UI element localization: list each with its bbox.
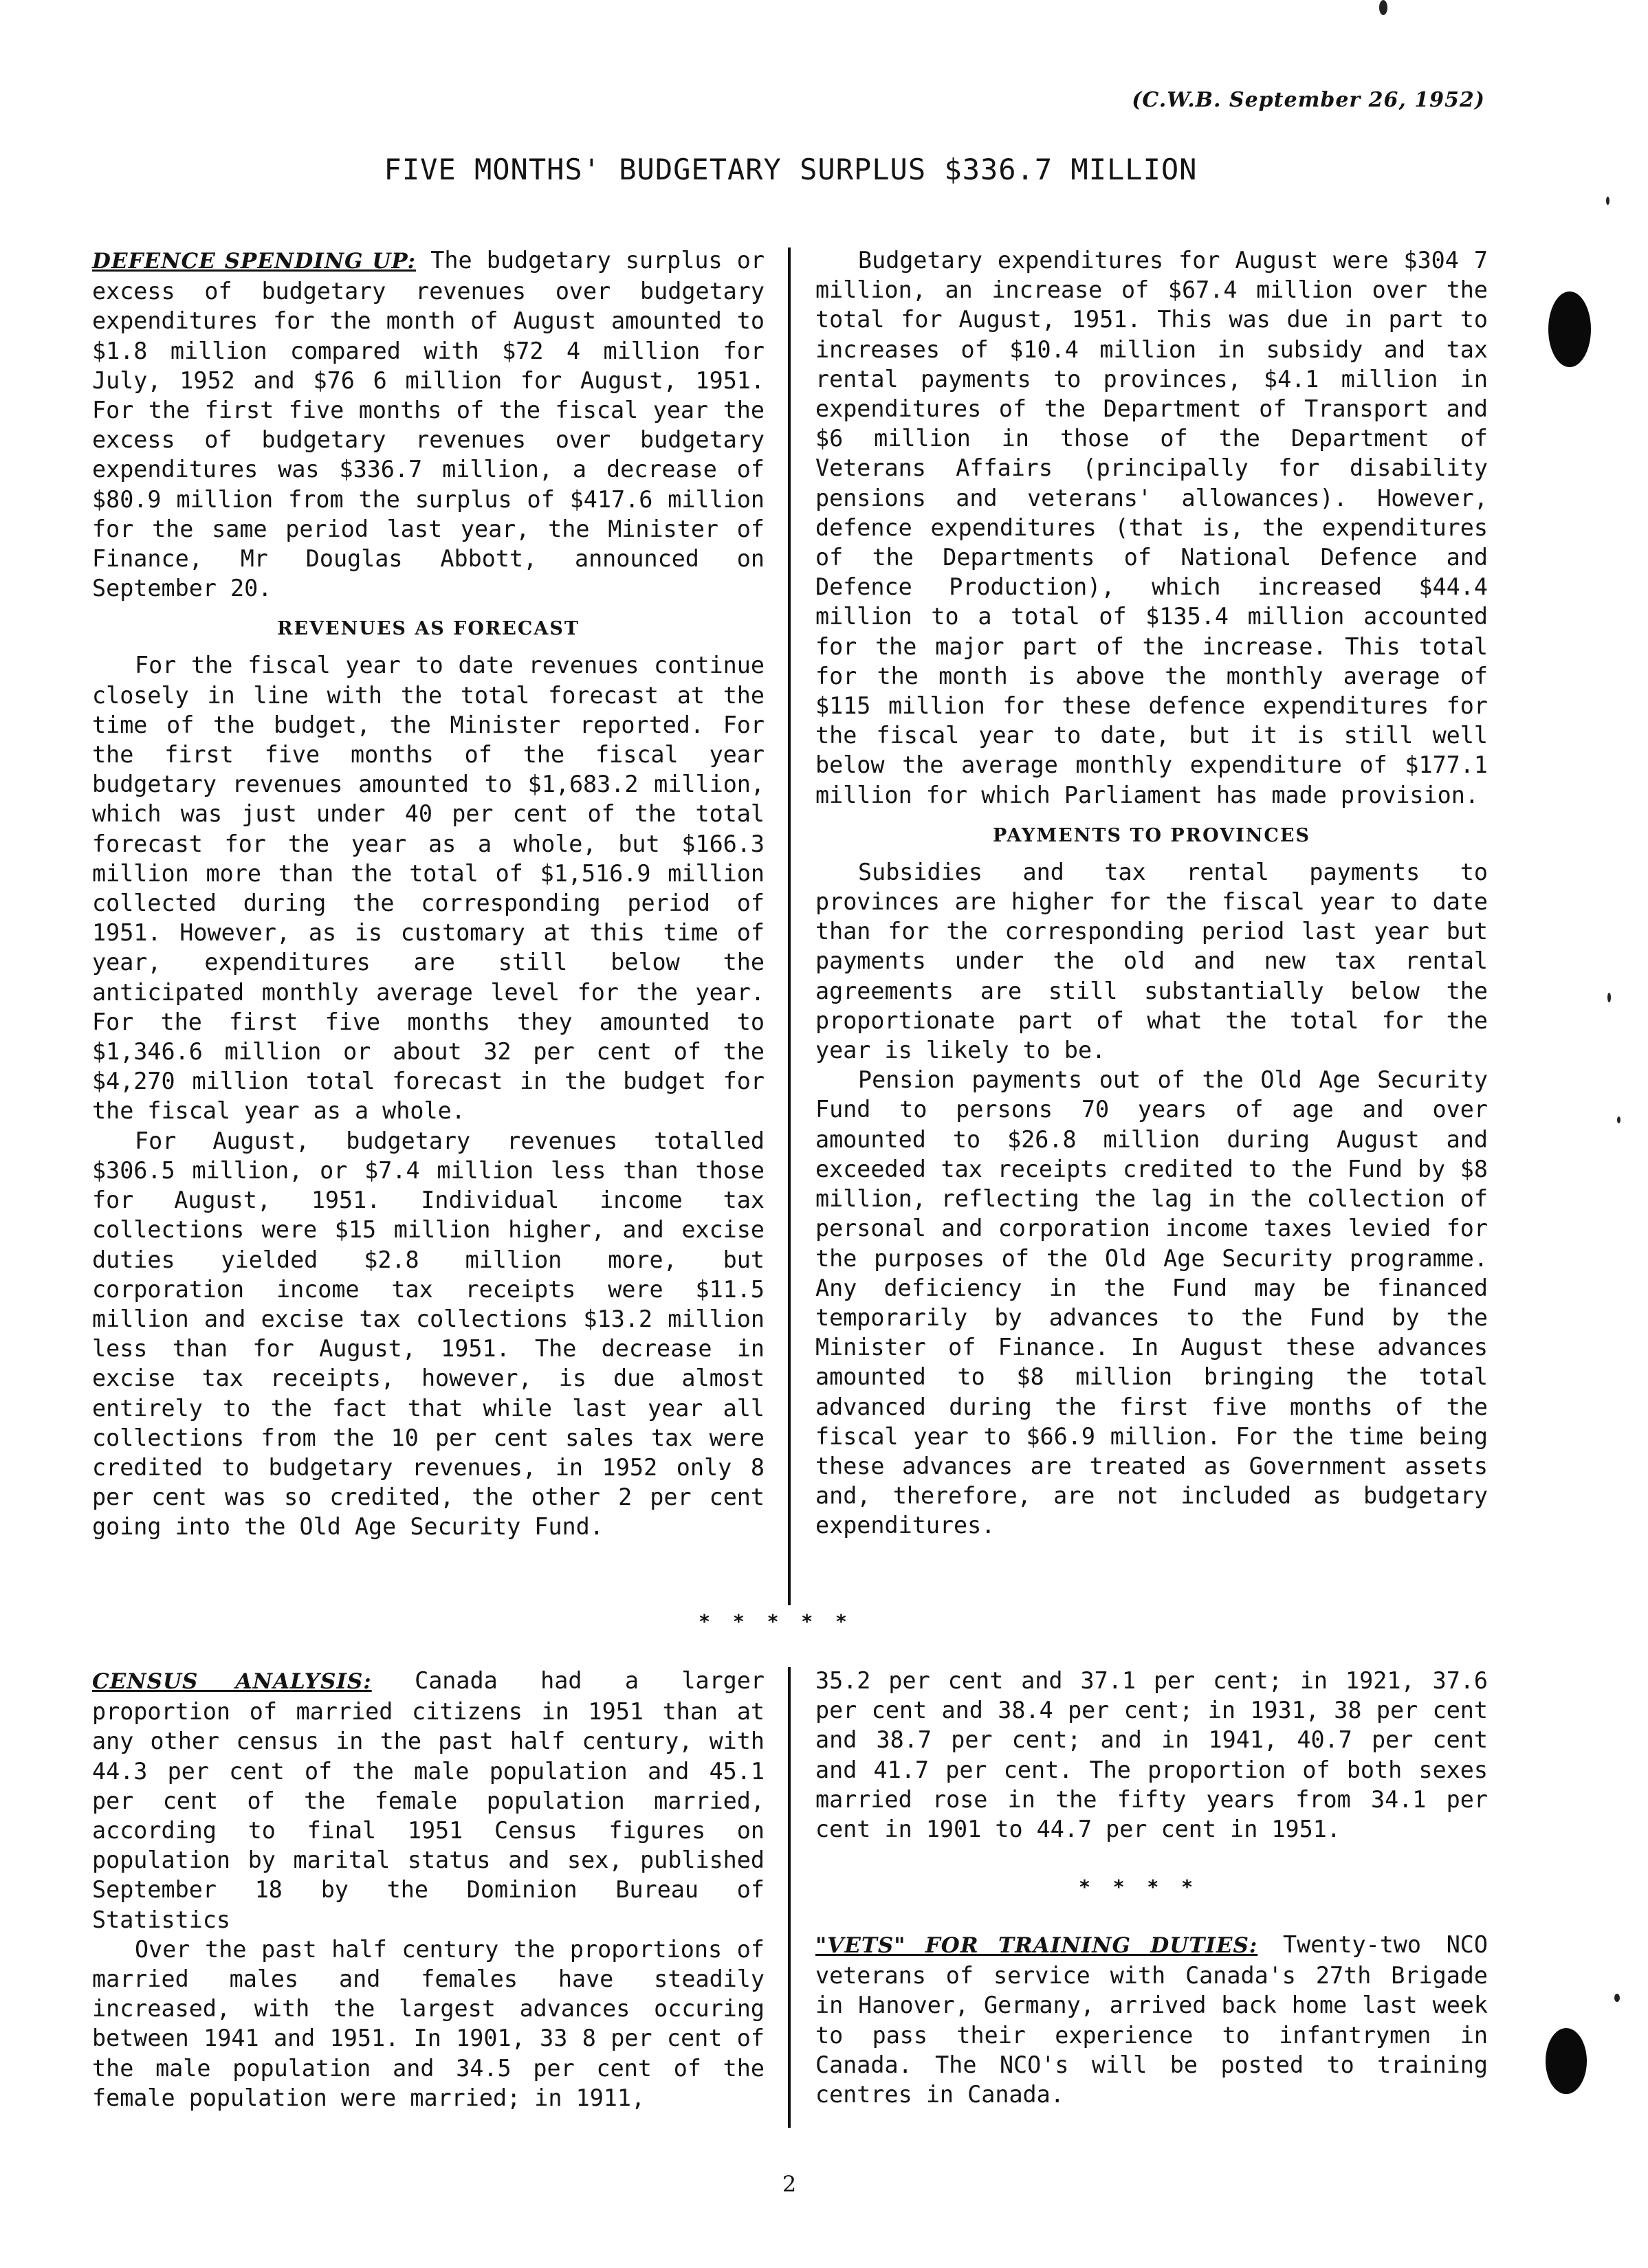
section-kicker-vets: "VETS" FOR TRAINING DUTIES: <box>815 1933 1258 1958</box>
scan-speck <box>1614 1994 1620 2002</box>
column-divider <box>788 247 791 1605</box>
page-number: 2 <box>782 2171 797 2197</box>
page-title: FIVE MONTHS' BUDGETARY SURPLUS $336.7 MILLION <box>384 153 1198 186</box>
article-census-right-column <box>815 1666 1488 1844</box>
section-kicker-census: CENSUS ANALYSIS: <box>92 1669 372 1694</box>
subhead-payments: PAYMENTS TO PROVINCES <box>993 824 1310 846</box>
paragraph-text: Twenty-two NCO veterans of service with Canada's 27th Brigade in Hanover, Germany, arrived back home last week to pass their experience to infantrymen in Canada. The NCO's will be posted to training centres in Canada. <box>815 1931 1488 2109</box>
section-kicker-defence: DEFENCE SPENDING UP: <box>92 249 417 274</box>
section-separator: * * * * * <box>699 1610 853 1633</box>
section-separator: * * * * <box>1078 1875 1198 1898</box>
article-paragraph: 35.2 per cent and 37.1 per cent; in 1921, 37.6 per cent and 38.4 per cent; in 1931, 38 per cent and 38.7 per cent; and in 1941, 40.7 per cent and 41.7 per cent. The proportion of both sexes married rose in the fifty years from 34.1 per cent in 1901 to 44.7 per cent in 1951. <box>815 1667 1488 1843</box>
paragraph-text: Canada had a larger proportion of married citizens in 1951 than at any other census in the past half century, with 44.3 per cent of the male population and 45.1 per cent of the female population married, according to final 1951 Census figures on population by marital status and sex, published September 18 by the Dominion Bureau of Statistics <box>92 1667 765 1933</box>
ink-blot <box>1548 291 1591 367</box>
ink-blot <box>1546 2028 1587 2094</box>
scan-speck <box>1606 197 1609 205</box>
column-divider <box>788 1667 791 2128</box>
article-paragraph <box>815 1930 1488 2109</box>
article-paragraph <box>92 1666 765 1935</box>
article-defence-left-column <box>92 245 765 1542</box>
article-census-left-column <box>92 1666 765 2113</box>
scan-speck <box>1607 993 1611 1002</box>
article-paragraph: Over the past half century the proportions of married males and females have steadily increased, with the largest advances occuring between 1941 and 1951. In 1901, 33 8 per cent of the male population and 34.5 per cent of the female population were married; in 1911, <box>92 1935 765 2111</box>
dateline: (C.W.B. September 26, 1952) <box>1132 88 1485 112</box>
article-vets-column <box>815 1930 1488 2109</box>
article-paragraph: Subsidies and tax rental payments to provinces are higher for the fiscal year to date than for the corresponding period last year but payments under the old and new tax rental agreements are still substantially below the proportionate part of what the total for the year is likely to be. <box>815 858 1488 1064</box>
article-paragraph: Pension payments out of the Old Age Security Fund to persons 70 years of age and over amounted to $26.8 million during August and exceeded tax receipts credited to the Fund by $8 million, reflecting the lag in the collection of personal and corporation income taxes levied for the purposes of the Old Age Security programme. Any deficiency in the Fund may be financed temporarily by advances to the Fund by the Minister of Finance. In August these advances amounted to $8 million bringing the total advanced during the first five months of the fiscal year to $66.9 million. For the time being these advances are treated as Government assets and, therefore, are not included as budgetary expenditures. <box>815 1066 1488 1539</box>
article-paragraph <box>92 245 765 603</box>
article-paragraph: For August, budgetary revenues totalled $306.5 million, or $7.4 million less than those for August, 1951. Individual income tax collections were $15 million higher, and excise duties yielded $2.8 million more, but corporation income tax receipts were $11.5 million and excise tax collections $13.2 million less than for August, 1951. The decrease in excise tax receipts, however, is due almost entirely to the fact that while last year all collections from the 10 per cent sales tax were credited to budgetary revenues, in 1952 only 8 per cent was so credited, the other 2 per cent going into the Old Age Security Fund. <box>92 1127 765 1541</box>
article-paragraph: Budgetary expenditures for August were $304 7 million, an increase of $67.4 million over the total for August, 1951. This was due in part to increases of $10.4 million in subsidy and tax rental payments to provinces, $4.1 million in expenditures of the Department of Transport and $6 million in those of the Department of Veterans Affairs (principally for disability pensions and veterans' allowances). However, defence expenditures (that is, the expenditures of the Departments of National Defence and Defence Production), which increased $44.4 million to a total of $135.4 million accounted for the major part of the increase. This total for the month is above the monthly average of $115 million for these defence expenditures for the fiscal year to date, but it is still well below the average monthly expenditure of $177.1 million for which Parliament has made provision. <box>815 247 1488 808</box>
subhead-revenues: REVENUES AS FORECAST <box>277 618 580 640</box>
scan-speck <box>1379 0 1387 15</box>
paragraph-text: The budgetary surplus or excess of budgetary revenues over budgetary expenditures for the month of August amounted to $1.8 million compared with $72 4 million for July, 1952 and $76 6 million for August, 1951. For the first five months of the fiscal year the excess of budgetary revenues over budgetary expenditures was $336.7 million, a decrease of $80.9 million from the surplus of $417.6 million for the same period last year, the Minister of Finance, Mr Douglas Abbott, announced on September 20. <box>92 247 765 602</box>
article-paragraph: For the fiscal year to date revenues continue closely in line with the total forecast at the time of the budget, the Minister reported. For the first five months of the fiscal year budgetary revenues amounted to $1,683.2 million, which was just under 40 per cent of the total forecast for the year as a whole, but $166.3 million more than the total of $1,516.9 million collected during the corresponding period of 1951. However, as is customary at this time of year, expenditures are still below the anticipated monthly average level for the year. For the first five months they amounted to $1,346.6 million or about 32 per cent of the $4,270 million total forecast in the budget for the fiscal year as a whole. <box>92 652 765 1125</box>
article-defence-right-column <box>815 245 1488 1541</box>
scan-speck <box>1617 1116 1620 1123</box>
